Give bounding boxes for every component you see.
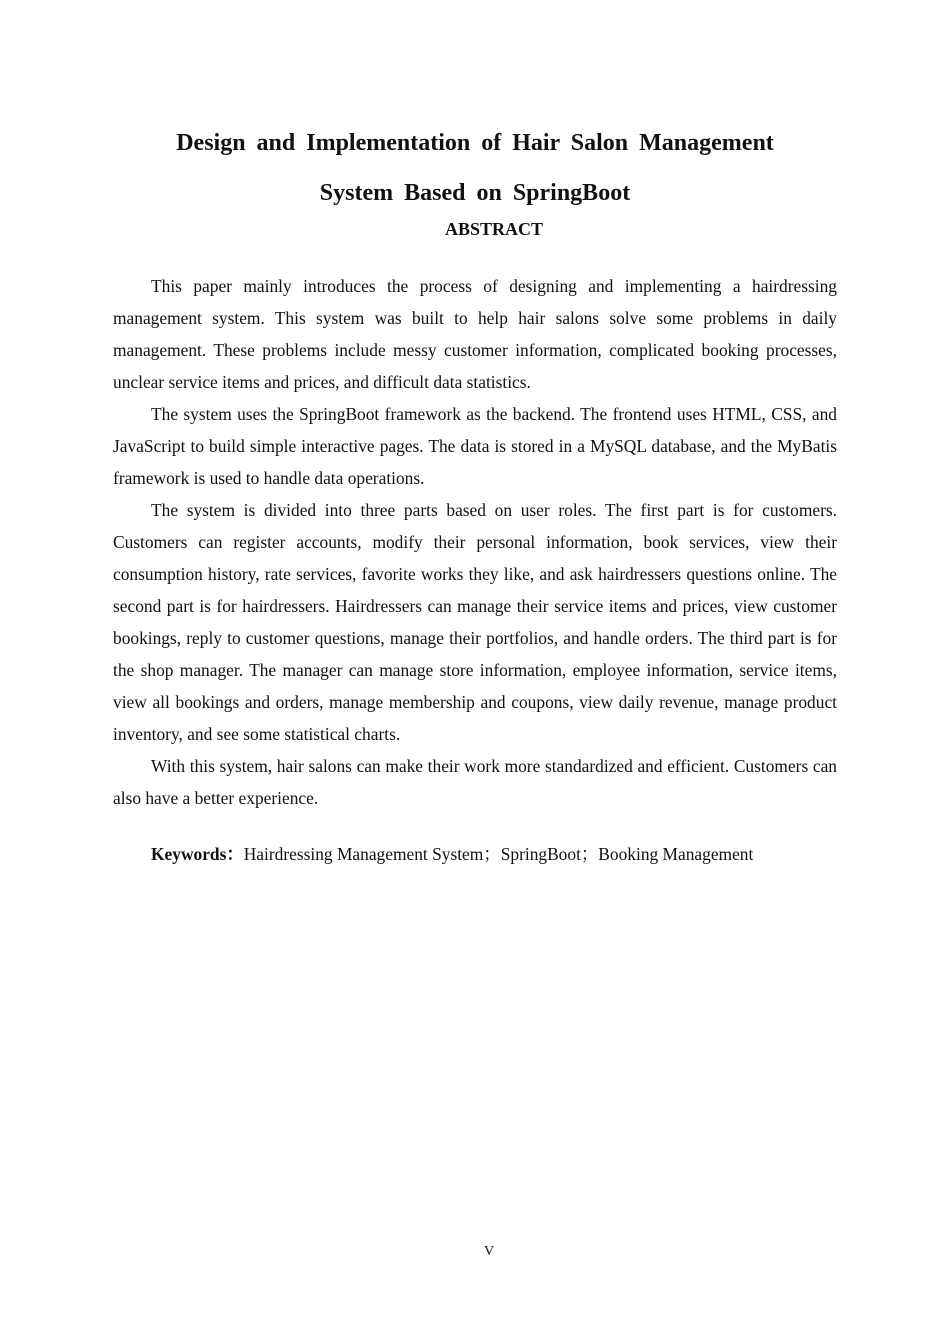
abstract-heading: ABSTRACT (444, 219, 544, 239)
abstract-paragraph-3: The system is divided into three parts based on user roles. The first part is for customers. Customers can register accounts, modify their personal information, book services, view their consumption history, rate services, favorite works they like, and ask hairdressers questions online. The second part is for hairdressers. Hairdressers can manage their service items and prices, view customer bookings, reply to customer questions, manage their portfolios, and handle orders. The third part is for the shop manager. The manager can manage store information, employee information, service items, view all bookings and orders, manage membership and coupons, view daily revenue, manage product inventory, and see some statistical charts. (113, 500, 837, 744)
abstract-paragraph-2: The system uses the SpringBoot framework as the backend. The frontend uses HTML, CSS, and JavaScript to build simple interactive pages. The data is stored in a MySQL database, and the MyBatis framework is used to handle data operations. (113, 404, 837, 488)
abstract-paragraph-4: With this system, hair salons can make their work more standardized and efficient. Customers can also have a better experience. (113, 756, 837, 808)
keywords-label: Keywords： (151, 844, 244, 864)
page-number: V (483, 1244, 495, 1259)
abstract-body (113, 270, 837, 814)
keyword-item: Hairdressing Management System； (243, 844, 501, 864)
abstract-paragraph-1: This paper mainly introduces the process of designing and implementing a hairdressing management system. This system was built to help hair salons solve some problems in daily management. These problems include messy customer information, complicated booking processes, unclear service items and prices, and difficult data statistics. (113, 276, 837, 392)
keyword-item: Booking Management (598, 844, 754, 864)
keyword-item: SpringBoot； (500, 844, 599, 864)
paper-title (113, 118, 837, 218)
paper-title-line-2: System Based on SpringBoot (319, 180, 631, 206)
paper-title-line-1: Design and Implementation of Hair Salon Management (176, 130, 774, 156)
keywords-line (151, 838, 753, 870)
